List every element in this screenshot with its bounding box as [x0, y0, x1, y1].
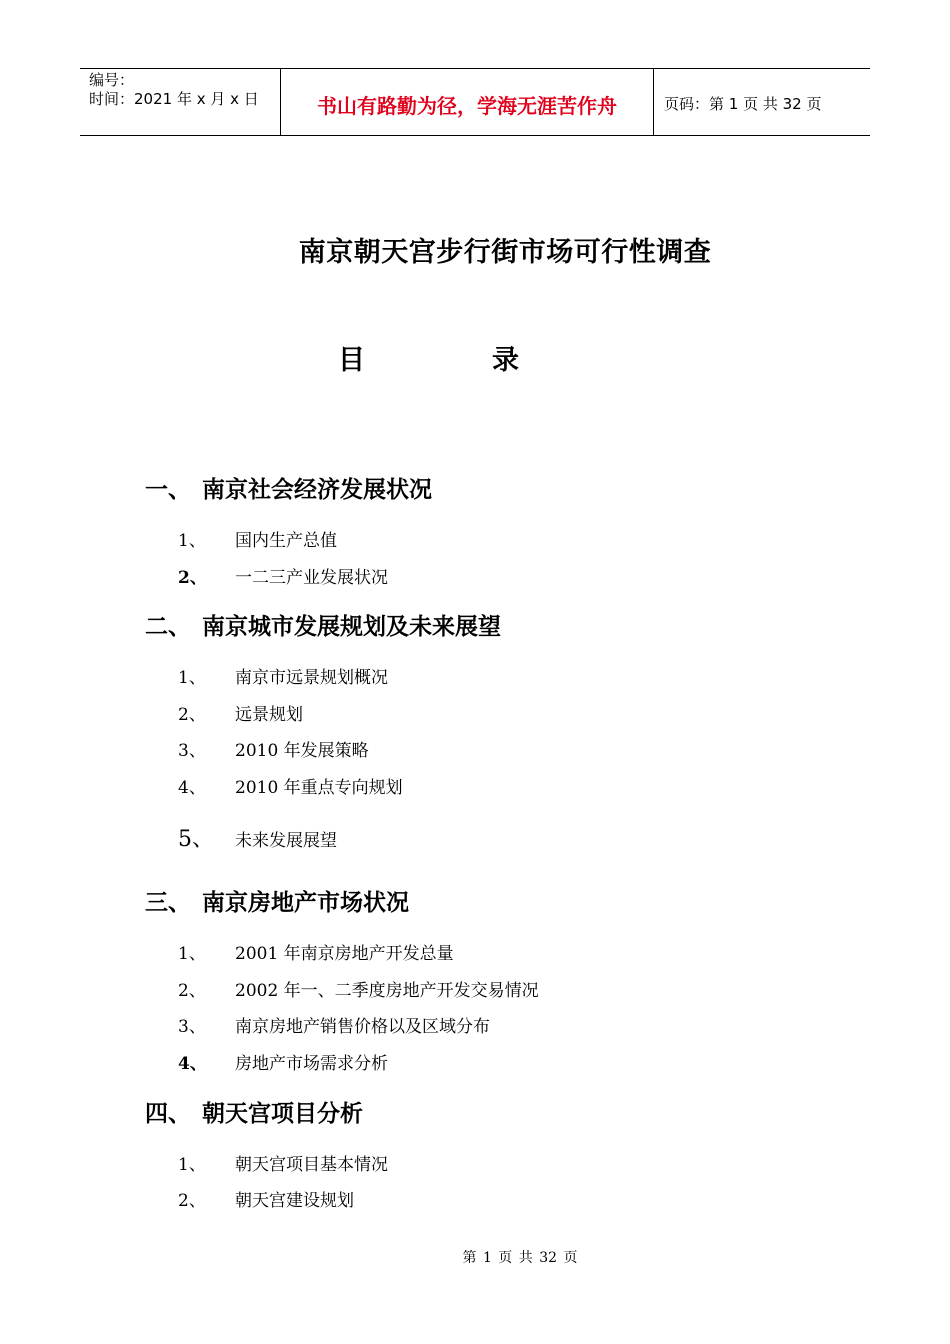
item-text: 房地产市场需求分析 [235, 1054, 388, 1074]
item-number: 1、 [178, 531, 206, 551]
toc-section-4 [145, 1095, 363, 1128]
section-title: 南京房地产市场状况 [202, 890, 409, 916]
toc-item [178, 736, 369, 761]
item-number: 4、 [178, 778, 206, 798]
toc-item [178, 1012, 490, 1037]
item-text: 一二三产业发展状况 [235, 568, 388, 588]
toc-section-3 [145, 884, 409, 917]
toc-item [178, 563, 388, 588]
toc-item [178, 976, 539, 1001]
item-text: 2001 年南京房地产开发总量 [235, 944, 454, 964]
section-number: 二、 [145, 614, 191, 640]
item-text: 未来发展展望 [235, 831, 337, 851]
item-text: 国内生产总值 [235, 531, 337, 551]
header-meta [80, 69, 281, 135]
item-number: 2、 [178, 981, 206, 1001]
item-text: 远景规划 [235, 705, 303, 725]
header-page-info: 页码：第 1 页 共 32 页 [664, 94, 822, 113]
toc-item [178, 939, 454, 964]
section-title: 南京社会经济发展状况 [202, 477, 432, 503]
item-number: 5、 [178, 827, 214, 852]
item-text: 2002 年一、二季度房地产开发交易情况 [235, 981, 539, 1001]
section-number: 三、 [145, 890, 191, 916]
section-title: 南京城市发展规划及未来展望 [202, 614, 501, 640]
item-number: 2、 [178, 705, 206, 725]
item-number: 2、 [178, 568, 207, 588]
item-number: 1、 [178, 1155, 206, 1175]
item-text: 2010 年重点专向规划 [235, 778, 403, 798]
toc-item [178, 773, 403, 798]
document-title: 南京朝天宫步行街市场可行性调查 [298, 237, 712, 268]
time-label: 时间：2021 年 x 月 x 日 [89, 90, 259, 108]
section-number: 一、 [145, 477, 191, 503]
page-header [80, 68, 870, 136]
toc-item [178, 1150, 388, 1175]
item-number: 3、 [178, 741, 206, 761]
item-number: 1、 [178, 944, 206, 964]
item-text: 朝天宫项目基本情况 [235, 1155, 388, 1175]
toc-item [178, 1049, 388, 1074]
toc-item [178, 526, 337, 551]
toc-item [178, 700, 303, 725]
header-motto: 书山有路勤为径，学海无涯苦作舟 [281, 69, 654, 135]
item-text: 2010 年发展策略 [235, 741, 369, 761]
number-label: 编号： [89, 71, 135, 89]
toc-item [178, 663, 388, 688]
item-number: 4、 [178, 1054, 207, 1074]
toc-section-2 [145, 608, 501, 641]
section-number: 四、 [145, 1101, 191, 1127]
item-text: 朝天宫建设规划 [235, 1191, 354, 1211]
toc-item [178, 1186, 354, 1211]
page-footer: 第 1 页 共 32 页 [462, 1250, 578, 1266]
item-text: 南京市远景规划概况 [235, 668, 388, 688]
toc-item [178, 822, 337, 853]
item-number: 3、 [178, 1017, 206, 1037]
item-number: 1、 [178, 668, 206, 688]
item-number: 2、 [178, 1191, 206, 1211]
item-text: 南京房地产销售价格以及区域分布 [235, 1017, 490, 1037]
toc-section-1 [145, 471, 432, 504]
toc-heading-char-1: 目 [338, 345, 365, 376]
section-title: 朝天宫项目分析 [202, 1101, 363, 1127]
toc-heading-char-2: 录 [492, 345, 519, 376]
